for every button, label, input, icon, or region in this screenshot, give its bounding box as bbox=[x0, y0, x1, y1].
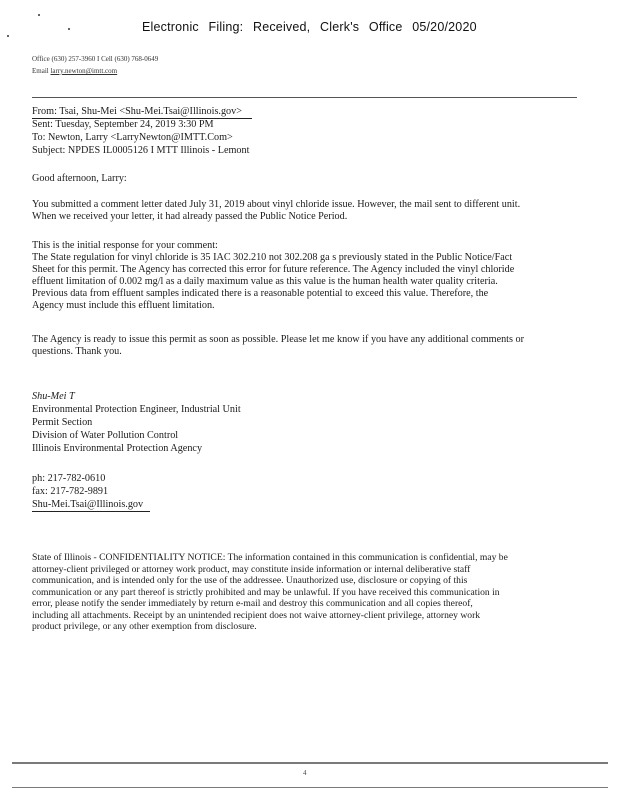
header-divider bbox=[32, 97, 577, 98]
sender-contact-block bbox=[32, 53, 158, 77]
page-number: 4 bbox=[303, 769, 307, 777]
signature-division: Division of Water Pollution Control bbox=[32, 430, 179, 441]
greeting: Good afternoon, Larry: bbox=[32, 173, 127, 184]
paragraph-line: Sheet for this permit. The Agency has corrected this error for future reference. The Agency included the vinyl chloride bbox=[32, 264, 515, 275]
scan-speck bbox=[68, 28, 70, 30]
email-from: From: Tsai, Shu-Mei <Shu-Mei.Tsai@Illinois.gov> bbox=[32, 106, 242, 117]
notice-line: including all attachments. Receipt by an unintended recipient does not waive attorney-client privilege, attorney work bbox=[32, 609, 481, 621]
paragraph-line: questions. Thank you. bbox=[32, 346, 122, 357]
paragraph-2 bbox=[32, 240, 577, 312]
email-subject: Subject: NPDES IL0005126 I MTT Illinois - Lemont bbox=[32, 145, 250, 156]
signature-phone: ph: 217-782-0610 bbox=[32, 473, 106, 484]
paragraph-line: This is the initial response for your comment: bbox=[32, 240, 218, 251]
paragraph-line: effluent limitation of 0.002 mg/l as a daily maximum value as this value is the human health water quality criteria. bbox=[32, 276, 498, 287]
signature-email-underline bbox=[32, 511, 150, 512]
filing-stamp: Electronic Filing: Received, Clerk's Office 05/20/2020 bbox=[142, 20, 477, 34]
scan-speck bbox=[7, 35, 9, 37]
footer-divider-bottom bbox=[12, 787, 608, 788]
paragraph-line: The State regulation for vinyl chloride is 35 IAC 302.210 not 302.208 ga s previously stated in the Public Notice/Fact bbox=[32, 252, 513, 263]
notice-line: error, please notify the sender immediately by return e-mail and destroy this communication and all copies thereof, bbox=[32, 598, 473, 609]
paragraph-line: When we received your letter, it had already passed the Public Notice Period. bbox=[32, 211, 348, 222]
notice-line: State of Illinois - CONFIDENTIALITY NOTICE: The information contained in this communication is confidential, may be bbox=[32, 552, 508, 563]
paragraph-1 bbox=[32, 199, 577, 223]
notice-line: communication, and is intended only for the use of the addressee. Unauthorized use, disclosure or copying of this bbox=[32, 575, 468, 586]
sender-email-value[interactable]: larry.newton@imtt.com bbox=[50, 67, 118, 75]
footer-divider-top bbox=[12, 762, 608, 764]
scan-speck bbox=[38, 14, 40, 16]
email-sent: Sent: Tuesday, September 24, 2019 3:30 PM bbox=[32, 119, 214, 130]
sender-phone-line: Office (630) 257-3960 I Cell (630) 768-0649 bbox=[32, 55, 159, 63]
signature-agency: Illinois Environmental Protection Agency bbox=[32, 443, 203, 454]
paragraph-line: The Agency is ready to issue this permit as soon as possible. Please let me know if you have any additional comments or bbox=[32, 334, 525, 345]
paragraph-line: You submitted a comment letter dated July 31, 2019 about vinyl chloride issue. However, the mail sent to different unit. bbox=[32, 199, 521, 210]
sender-email-label: Email bbox=[32, 67, 49, 75]
confidentiality-notice bbox=[32, 552, 577, 633]
signature-fax: fax: 217-782-9891 bbox=[32, 486, 109, 497]
signature-title: Environmental Protection Engineer, Industrial Unit bbox=[32, 404, 241, 415]
sender-email-line bbox=[32, 65, 158, 77]
signature-email[interactable]: Shu-Mei.Tsai@Illinois.gov bbox=[32, 499, 144, 510]
notice-line: product privilege, or any other exemption from disclosure. bbox=[32, 621, 257, 632]
paragraph-line: Previous data from effluent samples indicated there is a reasonable potential to exceed this value. Therefore, the bbox=[32, 288, 489, 299]
signature-name bbox=[32, 391, 75, 403]
notice-line: attorney-client privileged or attorney work product, may constitute inside information or internal deliberative staff bbox=[32, 563, 471, 575]
signature-name-text: Shu-Mei T bbox=[32, 391, 75, 402]
signature-section: Permit Section bbox=[32, 417, 93, 428]
email-to: To: Newton, Larry <LarryNewton@IMTT.Com> bbox=[32, 132, 233, 143]
paragraph-3 bbox=[32, 334, 577, 358]
paragraph-line: Agency must include this effluent limitation. bbox=[32, 300, 215, 311]
notice-line: communication or any part thereof is strictly prohibited and may be unlawful. If you have received this communication in bbox=[32, 586, 500, 598]
